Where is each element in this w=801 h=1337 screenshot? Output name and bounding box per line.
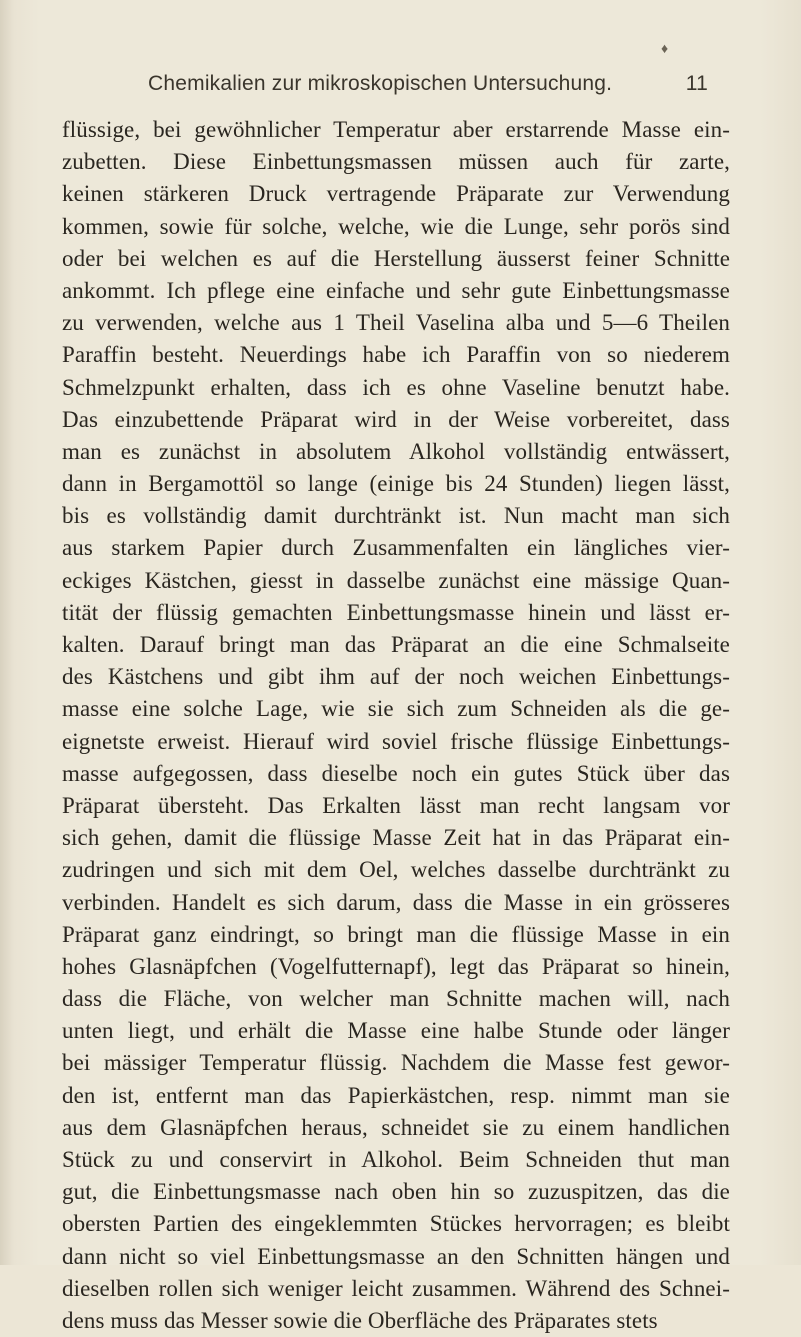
text-line: bei mässiger Temperatur flüssig. Nachdem die Masse fest gewor- (62, 1050, 730, 1076)
text-line: Präparat übersteht. Das Erkalten lässt man recht langsam vor (62, 792, 730, 818)
text-line: man es zunächst in absolutem Alkohol vollständig entwässert, (62, 438, 730, 464)
text-line: unten liegt, und erhält die Masse eine halbe Stunde oder länger (62, 1018, 730, 1044)
text-line: Das einzubettende Präparat wird in der Weise vorbereitet, dass (62, 406, 730, 432)
text-line: masse eine solche Lage, wie sie sich zum Schneiden als die ge- (62, 696, 730, 722)
text-line: eckiges Kästchen, giesst in dasselbe zunächst eine mässige Quan- (62, 567, 730, 593)
running-head (148, 72, 708, 102)
text-line: dann in Bergamottöl so lange (einige bis 24 Stunden) liegen lässt, (62, 471, 730, 497)
text-line: Paraffin besteht. Neuerdings habe ich Paraffin von so niederem (62, 342, 730, 368)
text-line: Stück zu und conservirt in Alkohol. Beim Schneiden thut man (62, 1147, 730, 1172)
printer-ornament: ♦ (661, 42, 669, 57)
text-line: dieselben rollen sich weniger leicht zusammen. Während des Schnei- (62, 1275, 730, 1301)
text-line: flüssige, bei gewöhnlicher Temperatur aber erstarrende Masse ein- (62, 117, 730, 142)
text-line: sich gehen, damit die flüssige Masse Zeit hat in das Präparat ein- (62, 825, 730, 851)
text-line: zu verwenden, welche aus 1 Theil Vaselina alba und 5—6 Theilen (62, 310, 730, 336)
text-line: aus starkem Papier durch Zusammenfalten ein längliches vier- (62, 535, 730, 561)
text-line: bis es vollständig damit durchtränkt ist. Nun macht man sich (62, 503, 730, 529)
running-title: Chemikalien zur mikroskopischen Untersuchung. (148, 72, 613, 95)
text-line: des Kästchens und gibt ihm auf der noch weichen Einbettungs- (62, 664, 730, 690)
text-line: oder bei welchen es auf die Herstellung äusserst feiner Schnitte (62, 245, 730, 271)
text-line: zubetten. Diese Einbettungsmassen müssen auch für zarte, (62, 149, 730, 175)
text-line: Präparat ganz eindringt, so bringt man die flüssige Masse in ein (62, 921, 730, 947)
text-line: dass die Fläche, von welcher man Schnitte machen will, nach (62, 986, 730, 1012)
text-line: keinen stärkeren Druck vertragende Präparate zur Verwendung (62, 181, 730, 207)
text-line: dann nicht so viel Einbettungsmasse an den Schnitten hängen und (62, 1243, 730, 1269)
page-number: 11 (685, 72, 708, 95)
text-line: Schmelzpunkt erhalten, dass ich es ohne Vaseline benutzt habe. (62, 374, 730, 400)
text-line: masse aufgegossen, dass dieselbe noch ein gutes Stück über das (62, 760, 730, 786)
text-line: aus dem Glasnäpfchen heraus, schneidet sie zu einem handlichen (62, 1114, 730, 1140)
text-line: den ist, entfernt man das Papierkästchen, resp. nimmt man sie (62, 1082, 730, 1108)
body-text (62, 114, 730, 1337)
text-line: obersten Partien des eingeklemmten Stückes hervorragen; es bleibt (62, 1211, 730, 1237)
text-line: kalten. Darauf bringt man das Präparat an die eine Schmalseite (62, 632, 730, 657)
text-line: tität der flüssig gemachten Einbettungsmasse hinein und lässt er- (62, 599, 730, 625)
text-line: dens muss das Messer sowie die Oberfläche des Präparates stets (62, 1307, 658, 1333)
text-line: verbinden. Handelt es sich darum, dass die Masse in ein grösseres (62, 889, 730, 915)
text-line: kommen, sowie für solche, welche, wie die Lunge, sehr porös sind (62, 213, 730, 239)
text-line: zudringen und sich mit dem Oel, welches dasselbe durchtränkt zu (62, 857, 730, 883)
text-line: gut, die Einbettungsmasse nach oben hin so zuzuspitzen, das die (62, 1179, 730, 1205)
text-line: hohes Glasnäpfchen (Vogelfutternapf), legt das Präparat so hinein, (62, 953, 730, 979)
text-line: eignetste erweist. Hierauf wird soviel frische flüssige Einbettungs- (62, 728, 730, 754)
text-line: ankommt. Ich pflege eine einfache und sehr gute Einbettungsmasse (62, 277, 730, 303)
